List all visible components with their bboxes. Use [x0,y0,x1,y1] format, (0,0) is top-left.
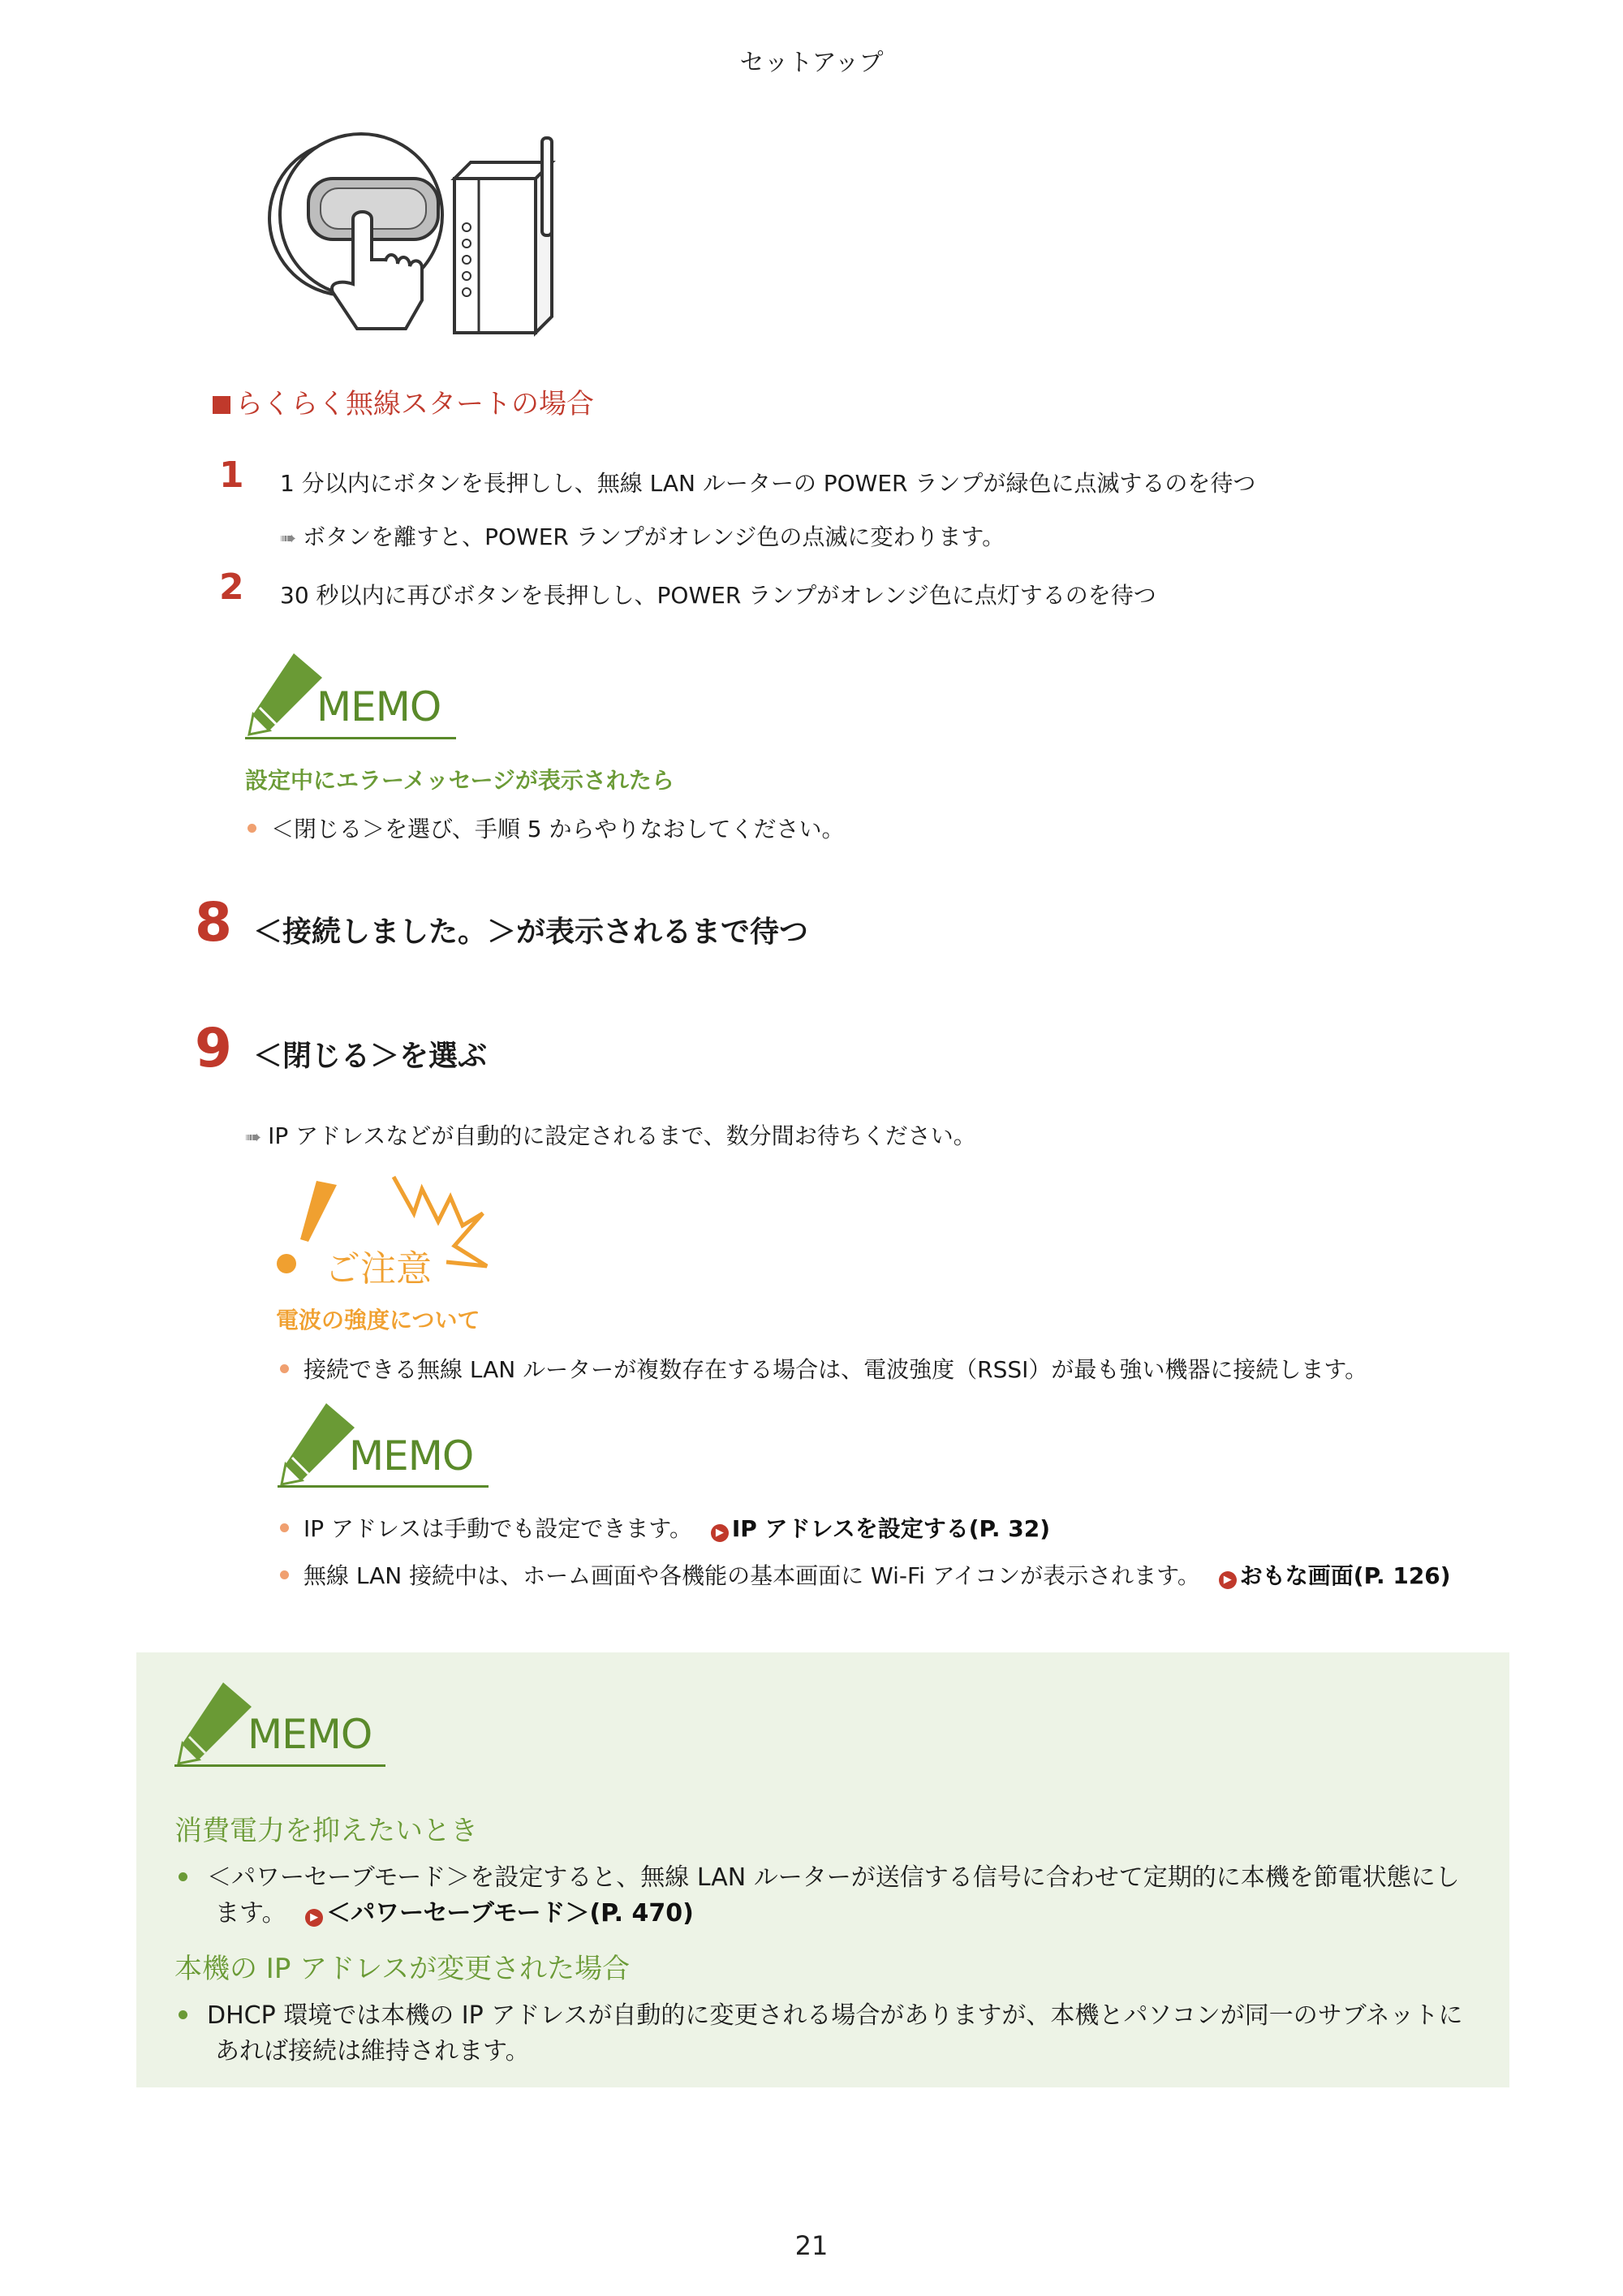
bullet-dot-icon [248,824,256,833]
memo-underline-2 [278,1485,489,1488]
bullet-dot-icon [280,1523,289,1532]
step-number-8: 8 [195,891,232,954]
link-arrow-icon: ▶ [711,1524,729,1542]
sub-step-text-2: 30 秒以内に再びボタンを長押しし、POWER ランプがオレンジ色に点灯するのを待つ [280,582,1156,609]
memo-label-3: MEMO [248,1711,372,1758]
result-arrow-icon: ➠ [280,527,297,549]
note-heading-1: 消費電力を抑えたいとき [174,1815,478,1847]
step-text-9: ＜閉じる＞を選ぶ [253,1040,488,1073]
memo-heading-1: 設定中にエラーメッセージが表示されたら [245,767,674,794]
link-arrow-icon: ▶ [305,1909,323,1927]
sub-step-number-1: 1 [219,454,244,496]
sub-step-text-1: 1 分以内にボタンを長押しし、無線 LAN ルーターの POWER ランプが緑色に点滅するのを待つ [280,470,1256,497]
sub-step-result-1: ➠ ボタンを離すと、POWER ランプがオレンジ色の点滅に変わります。 [280,523,1005,550]
memo-bullet-1: ＜閉じる＞を選び、手順 5 からやりなおしてください。 [248,812,845,844]
memo2-bullet-2: 無線 LAN 接続中は、ホーム画面や各機能の基本画面に Wi-Fi アイコンが表示されます。 ▶ おもな画面(P. 126) [280,1558,1451,1591]
memo2-bullet-1: IP アドレスは手動でも設定できます。 ▶ IP アドレスを設定する(P. 32) [280,1511,1050,1544]
pencil-icon [278,1399,359,1488]
note-heading-2: 本機の IP アドレスが変更された場合 [174,1953,631,1985]
section-title: らくらく無線スタートの場合 [213,381,594,421]
bullet-dot-icon [179,1872,187,1881]
note-bullet-2: DHCP 環境では本機の IP アドレスが自動的に変更される場合がありますが、本機とパソコンが同一のサブネットに あれば接続は維持されます。 [179,1998,1493,2070]
memo-label-1: MEMO [316,683,441,730]
running-header: セットアップ [739,49,884,77]
caution-heading: 電波の強度について [276,1307,480,1333]
link-ip-address[interactable]: ▶ IP アドレスを設定する(P. 32) [711,1515,1050,1542]
result-arrow-icon: ➠ [245,1126,262,1148]
bullet-dot-icon [280,1570,289,1579]
pencil-icon [174,1678,256,1768]
pencil-icon [245,649,326,739]
page-number: 21 [794,2230,829,2261]
bullet-dot-icon [179,2010,187,2019]
caution-bullet: 接続できる無線 LAN ルーターが複数存在する場合は、電波強度（RSSI）が最も強い機器に接続します。 [280,1352,1367,1385]
square-bullet-icon [213,396,230,414]
step-text-8: ＜接続しました。＞が表示されるまで待つ [253,915,809,949]
step-number-9: 9 [195,1017,232,1079]
memo-underline-1 [245,737,456,739]
memo-label-2: MEMO [349,1432,474,1480]
bullet-dot-icon [280,1364,289,1373]
caution-label: ご注意 [325,1248,432,1290]
link-power-save-mode[interactable]: ▶ ＜パワーセーブモード＞(P. 470) [305,1899,694,1928]
note-bullet-1: ＜パワーセーブモード＞を設定すると、無線 LAN ルーターが送信する信号に合わせて定期的に本機を節電状態にし ます。 ▶ ＜パワーセーブモード＞(P. 470) [179,1860,1493,1932]
memo-underline-3 [174,1764,385,1767]
router-button-illustration [268,130,576,349]
link-main-screen[interactable]: ▶ おもな画面(P. 126) [1219,1562,1451,1589]
step-result-9: ➠ IP アドレスなどが自動的に設定されるまで、数分間お待ちください。 [245,1122,976,1149]
link-arrow-icon: ▶ [1219,1571,1237,1589]
sub-step-number-2: 2 [219,566,244,608]
